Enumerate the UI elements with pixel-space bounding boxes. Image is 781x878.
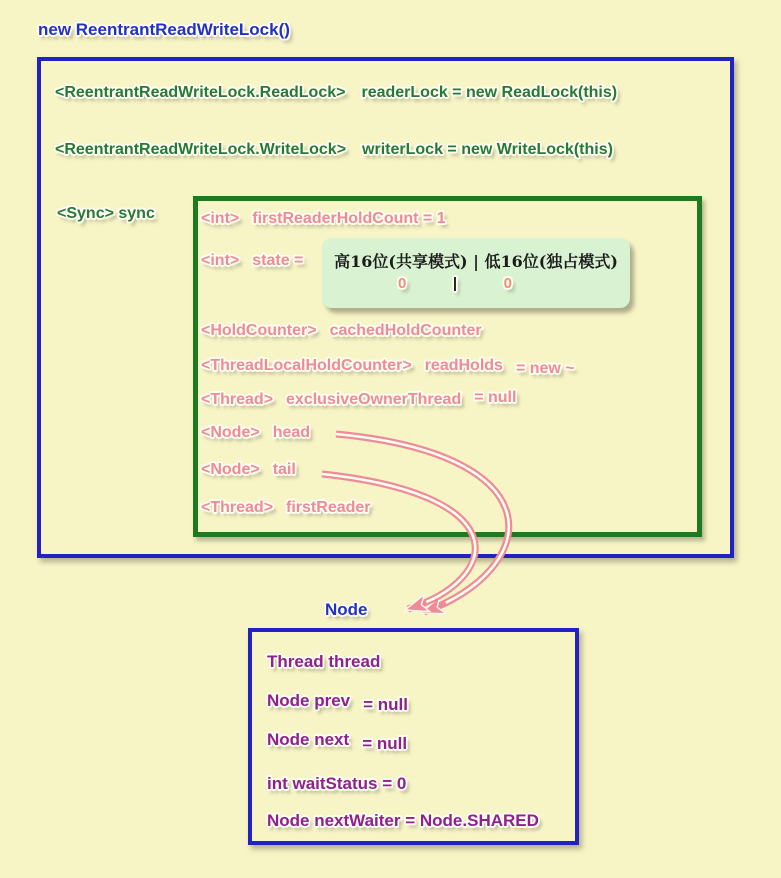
node-title: Node	[325, 600, 368, 619]
field-node-next-waiter: Node nextWaiter = Node.SHARED	[267, 811, 539, 830]
field-text: readHolds	[424, 357, 503, 374]
field-writer-lock-value: writerLock = new WriteLock(this)	[362, 141, 613, 158]
field-first-reader-hold-count	[201, 210, 446, 228]
field-first-reader	[201, 499, 371, 517]
field-node-thread: Thread thread	[267, 652, 381, 671]
field-type: <int>	[201, 210, 240, 227]
state-value-tooltip	[322, 238, 630, 308]
field-reader-lock	[55, 84, 617, 102]
field-text: head	[272, 424, 311, 441]
field-type: <HoldCounter>	[201, 322, 317, 339]
field-sync-label: <Sync> sync	[57, 205, 155, 222]
field-tail	[201, 461, 296, 479]
field-text: exclusiveOwnerThread	[286, 391, 462, 408]
state-bit-layout-label: 高16位(共享模式) | 低16位(独占模式)	[334, 252, 618, 271]
field-value: = null	[363, 695, 409, 714]
field-text: Node prev	[267, 691, 351, 710]
field-node-next	[267, 730, 408, 753]
field-text: firstReaderHoldCount = 1	[252, 210, 446, 227]
field-reader-lock-type: <ReentrantReadWriteLock.ReadLock>	[55, 84, 346, 101]
field-text: firstReader	[286, 499, 371, 516]
field-text: tail	[272, 461, 296, 478]
field-reader-lock-value: readerLock = new ReadLock(this)	[361, 84, 618, 101]
field-text: state =	[252, 252, 304, 269]
field-value: = null	[362, 734, 408, 753]
field-type: <Node>	[201, 424, 260, 441]
field-writer-lock	[55, 141, 613, 159]
field-read-holds	[201, 357, 575, 375]
field-cached-hold-counter	[201, 322, 482, 340]
field-node-wait-status: int waitStatus = 0	[267, 774, 407, 793]
field-value: = new ~	[515, 360, 575, 377]
field-state	[201, 252, 303, 270]
field-value: = null	[474, 389, 517, 406]
field-writer-lock-type: <ReentrantReadWriteLock.WriteLock>	[55, 141, 347, 158]
field-type: <ThreadLocalHoldCounter>	[201, 357, 412, 374]
field-type: <Node>	[201, 461, 260, 478]
field-head	[201, 424, 310, 442]
field-type: <Thread>	[201, 499, 274, 516]
field-exclusive-owner-thread	[201, 391, 516, 409]
state-low-value: 0	[503, 275, 512, 292]
field-text: Node next	[267, 730, 350, 749]
state-values	[398, 275, 512, 292]
state-high-value: 0	[398, 275, 407, 292]
field-type: <Thread>	[201, 391, 274, 408]
state-divider: |	[452, 275, 458, 292]
field-text: cachedHoldCounter	[329, 322, 482, 339]
field-type: <int>	[201, 252, 240, 269]
field-node-prev	[267, 691, 409, 714]
page-title: new ReentrantReadWriteLock()	[38, 20, 290, 39]
